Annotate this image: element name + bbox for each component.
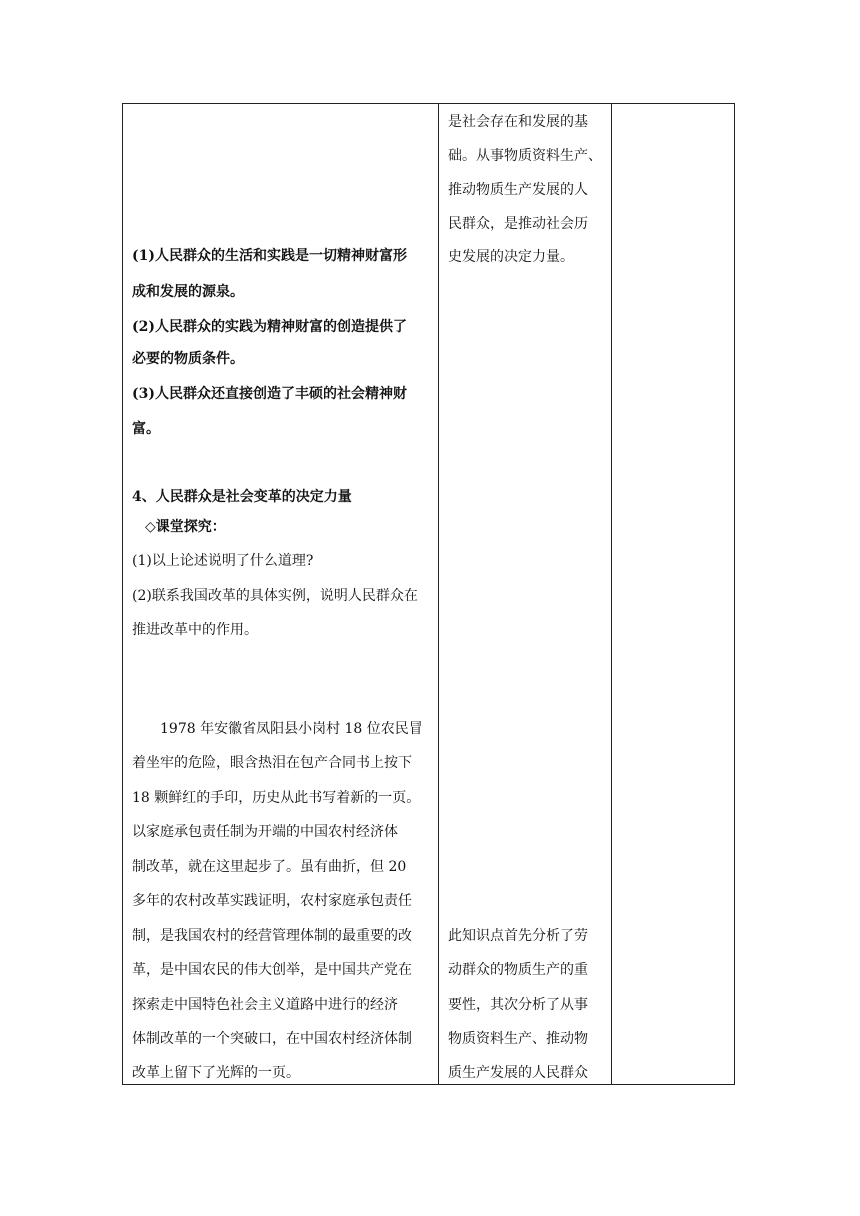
exploration-question: (2)联系我国改革的具体实例，说明人民群众在 [132,588,418,604]
lesson-table [122,103,735,1085]
note-line: 此知识点首先分析了劳 [448,928,588,944]
case-text-line: 着坐牢的危险，眼含热泪在包产合同书上按下 [132,755,412,771]
note-line: 推动物质生产发展的人 [448,182,588,198]
note-line: 民群众，是推动社会历 [448,216,588,232]
case-text-line: 1978 年安徽省凤阳县小岗村 18 位农民冒 [160,721,423,737]
case-text-line: 革，是中国农民的伟大创举，是中国共产党在 [132,962,412,978]
notes-column [438,104,611,1084]
point-line: 成和发展的源泉。 [132,284,244,300]
note-line: 史发展的决定力量。 [448,249,574,265]
note-line: 物质资料生产、推动物 [448,1031,588,1047]
case-text-line: 以家庭承包责任制为开端的中国农村经济体 [132,824,398,840]
note-line: 是社会存在和发展的基 [448,114,588,130]
note-line: 础。从事物质资料生产、 [448,148,602,164]
exploration-title: ◇课堂探究： [145,519,226,535]
case-text-line: 体制改革的一个突破口，在中国农村经济体制 [132,1031,412,1047]
content-column [123,104,438,1084]
point-line: 必要的物质条件。 [132,351,244,367]
case-text-line: 改革上留下了光辉的一页。 [132,1065,300,1081]
case-text-line: 制，是我国农村的经营管理体制的最重要的改 [132,928,412,944]
case-text-line: 探索走中国特色社会主义道路中进行的经济 [132,997,398,1013]
empty-column [611,104,736,1084]
exploration-question: (1)以上论述说明了什么道理? [132,553,314,569]
point-line: (1)人民群众的生活和实践是一切精神财富形 [132,248,407,264]
point-line: 富。 [132,421,160,437]
note-line: 质生产发展的人民群众 [448,1065,588,1081]
note-line: 动群众的物质生产的重 [448,962,588,978]
section-heading: 4、人民群众是社会变革的决定力量 [132,489,352,505]
exploration-question: 推进改革中的作用。 [132,622,258,638]
case-text-line: 制改革，就在这里起步了。虽有曲折，但 20 [132,859,407,875]
note-line: 要性，其次分析了从事 [448,997,588,1013]
point-line: (2)人民群众的实践为精神财富的创造提供了 [132,319,407,335]
case-text-line: 多年的农村改革实践证明，农村家庭承包责任 [132,893,412,909]
case-text-line: 18 颗鲜红的手印，历史从此书写着新的一页。 [132,790,421,806]
point-line: (3)人民群众还直接创造了丰硕的社会精神财 [132,386,407,402]
